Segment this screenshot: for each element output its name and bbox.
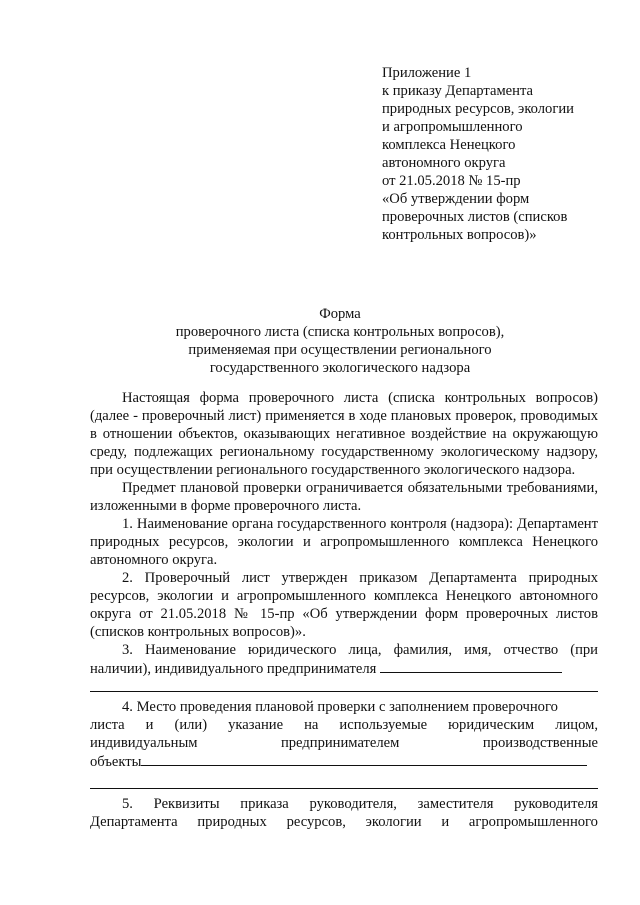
title-line: Форма	[319, 306, 361, 322]
word: на	[304, 717, 319, 733]
item-4-line-4	[90, 752, 598, 771]
word: указание	[228, 717, 284, 733]
item-4-line-3	[90, 734, 598, 752]
word: природных	[197, 814, 267, 830]
appendix-line: от 21.05.2018 № 15-пр	[382, 173, 521, 189]
word: лицом,	[555, 717, 598, 733]
word: (или)	[174, 717, 208, 733]
word: приказа	[240, 796, 289, 812]
appendix-line: комплекса Ненецкого	[382, 137, 516, 153]
item-4-fill-line	[141, 752, 587, 766]
word: Департамента	[90, 814, 178, 830]
word: предпринимателем	[280, 735, 400, 751]
item-1-paragraph: 1. Наименование органа государственного контроля (надзора): Департамент природных ресурсов, экологии и агропромышленного комплекса Ненецкого автономного округа.	[90, 516, 598, 568]
appendix-line: контрольных вопросов)»	[382, 227, 537, 243]
word: руководителя,	[309, 796, 397, 812]
item-4-line-2	[90, 716, 598, 734]
appendix-line: автономного округа	[382, 155, 506, 171]
word: 5.	[122, 796, 133, 812]
appendix-line: проверочных листов (списков	[382, 209, 568, 225]
title-line: проверочного листа (списка контрольных вопросов),	[175, 324, 505, 340]
item-4-line-1: 4. Место проведения плановой проверки с заполнением проверочного	[122, 699, 558, 715]
title-line: применяемая при осуществлении регионального	[188, 342, 492, 358]
appendix-line: природных ресурсов, экологии	[382, 101, 574, 117]
word: заместителя	[417, 796, 494, 812]
appendix-line: «Об утверждении форм	[382, 191, 530, 207]
appendix-line: и агропромышленного	[382, 119, 523, 135]
item-5-line-2	[90, 813, 598, 831]
appendix-line: Приложение 1	[382, 65, 472, 81]
document-body	[90, 389, 598, 831]
item-3-text: 3. Наименование юридического лица, фамилия, имя, отчество (при наличии), индивидуального предпринимателя	[90, 642, 598, 677]
word: экологии	[365, 814, 422, 830]
appendix-line: к приказу Департамента	[382, 83, 533, 99]
form-title	[90, 305, 590, 377]
word: индивидуальным	[90, 735, 198, 751]
appendix-header	[382, 64, 612, 244]
intro-paragraph: Настоящая форма проверочного листа (списка контрольных вопросов) (далее - проверочный лист) применяется в ходе плановых проверок, проводимых в отношении объектов, оказывающих негативное воздействие на окружающую среду, подлежащих региональному государственному экологическому надзору, при осуществлении регионального государственного экологического надзора.	[90, 390, 598, 478]
word: ресурсов,	[286, 814, 346, 830]
word: Реквизиты	[153, 796, 220, 812]
word: производственные	[482, 735, 598, 751]
item-4-fill-rule	[90, 787, 598, 789]
item-3-paragraph	[90, 641, 598, 678]
word: используемые	[339, 717, 428, 733]
word: юридическим	[448, 717, 535, 733]
title-line: государственного экологического надзора	[209, 360, 471, 376]
word: руководителя	[514, 796, 598, 812]
subject-paragraph: Предмет плановой проверки ограничивается обязательными требованиями, изложенными в форме проверочного листа.	[90, 480, 598, 514]
word: листа	[90, 717, 125, 733]
word: и	[145, 717, 154, 733]
word: агропромышленного	[468, 814, 598, 830]
item-5-line-1	[90, 795, 598, 813]
item-3-fill-line	[380, 659, 562, 673]
item-4-objects-label: объекты	[90, 754, 142, 770]
item-3-fill-rule	[90, 690, 598, 692]
item-2-paragraph: 2. Проверочный лист утвержден приказом Департамента природных ресурсов, экологии и агропромышленного комплекса Ненецкого автономного округа от 21.05.2018 № 15-пр «Об утверждении форм проверочных листов (списков контрольных вопросов)».	[90, 570, 598, 640]
word: и	[441, 814, 450, 830]
